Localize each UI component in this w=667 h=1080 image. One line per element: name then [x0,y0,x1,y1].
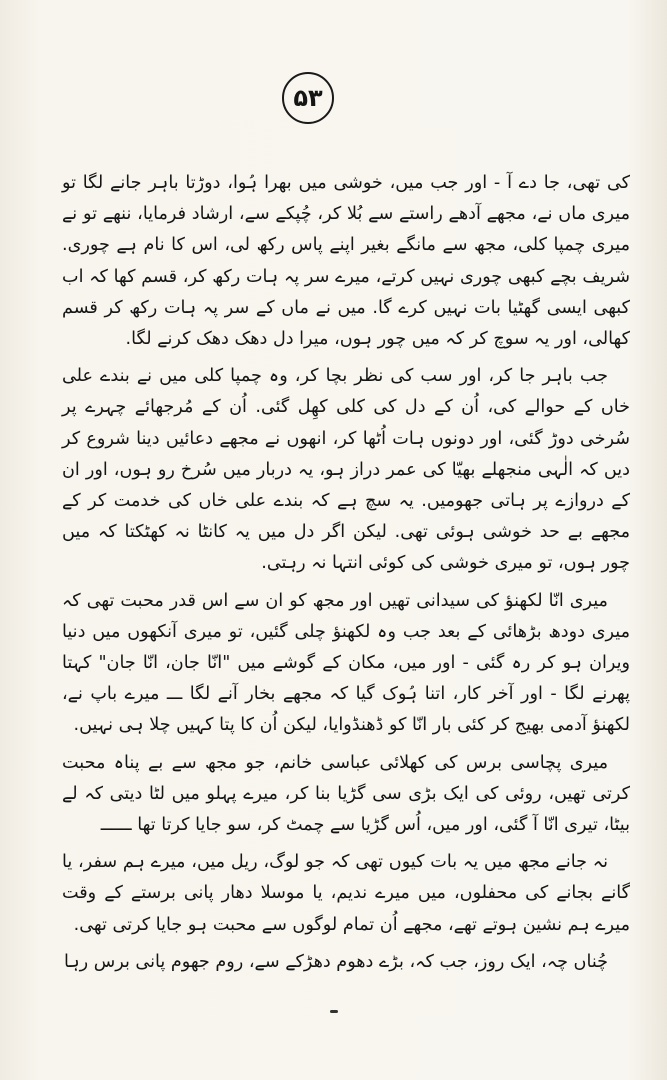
page-number: ۵۳ [282,72,334,124]
body-text [62,168,630,984]
paragraph-2: جب باہر جا کر، اور سب کی نظر بچا کر، وہ چمپا کلی میں نے بندے علی خاں کے حوالے کی، اُن کے دل کی کلی کھِل گئی. اُن کے مُرجھائے چہرے پر سُرخی دوڑ گئی، اور دونوں ہات اُٹھا کر، انھوں نے مجھے دعائیں دینا شروع کر دیں کہ الٰہی منجھلے بھیّا کی عمر دراز ہو، یہ دربار میں سُرخ رو ہوں، اور ان کے دروازے پر ہاتی جھومیں. یہ سچ ہے کہ بندے علی خاں کی خدمت کر کے مجھے بے حد خوشی ہوئی تھی. لیکن اگر دل میں یہ کانٹا نہ کھٹکتا کہ میں چور ہوں، تو میری خوشی کی کوئی انتہا نہ رہتی. [62,366,630,574]
paragraph-3: میری انّا لکھنؤ کی سیدانی تھیں اور مجھ کو ان سے اس قدر محبت تھی کہ میری دودھ بڑھائی کے بعد جب وہ لکھنؤ چلی گئیں، تو میری آنکھوں میں دنیا ویران ہو کر رہ گئی - اور میں، مکان کے گوشے میں "انّا جان، انّا جان" کہتا پھرنے لگا - اور آخر کار، اتنا ہُوک گیا کہ مجھے بخار آنے لگا ـــ میرے باپ نے، لکھنؤ آدمی بھیج کر کئی بار انّا کو ڈھنڈوایا، لیکن اُن کا پتا کہیں چلا ہی نہیں. [62,590,630,736]
paragraph-4: میری پچاسی برس کی کھلائی عباسی خانم، جو مجھ سے بے پناہ محبت کرتی تھیں، روئی کی ایک بڑی سی گڑیا بنا کر، میرے پہلو میں لٹا دیتی کہ لے بیٹا، تیری انّا آ گئی، اور میں، اُس گڑیا سے چمٹ کر، سو جایا کرتا تھا ــــــ [62,752,630,836]
paragraph-6: چُناں چہ، ایک روز، جب کہ، بڑے دھوم دھڑکے سے، روم جھوم پانی برس رہا [64,951,608,972]
paragraph-5: نہ جانے مجھ میں یہ بات کیوں تھی کہ جو لوگ، ریل میں، میرے ہم سفر، یا گانے بجانے کی محفلوں، میں میرے ندیم، یا موسلا دھار پانی برستے کے وقت میرے ہم نشین ہوتے تھے، مجھے اُن تمام لوگوں سے محبت ہو جایا کرتی تھی. [62,852,630,935]
paragraph-1: کی تھی، جا دے آ - اور جب میں، خوشی میں بھرا ہُوا، دوڑتا باہر جانے لگا تو میری ماں نے، مجھے آدھے راستے سے بُلا کر، چُپکے سے، ارشاد فرمایا، ننھے تو نے میری چمپا کلی، مجھ سے مانگے بغیر اپنے پاس رکھ لی، اس کا نام ہے چوری. شریف بچے کبھی چوری نہیں کرتے، میرے سر پہ ہات رکھ کر، قسم کھا کہ اب کبھی ایسی گھٹیا بات نہیں کرے گا. میں نے ماں کے سر پہ ہات رکھ کر قسم کھالی، اور یہ سوچ کر کہ میں چور ہوں، میرا دل دھک دھک کرنے لگا. [62,173,630,350]
ink-mark [330,1010,338,1013]
